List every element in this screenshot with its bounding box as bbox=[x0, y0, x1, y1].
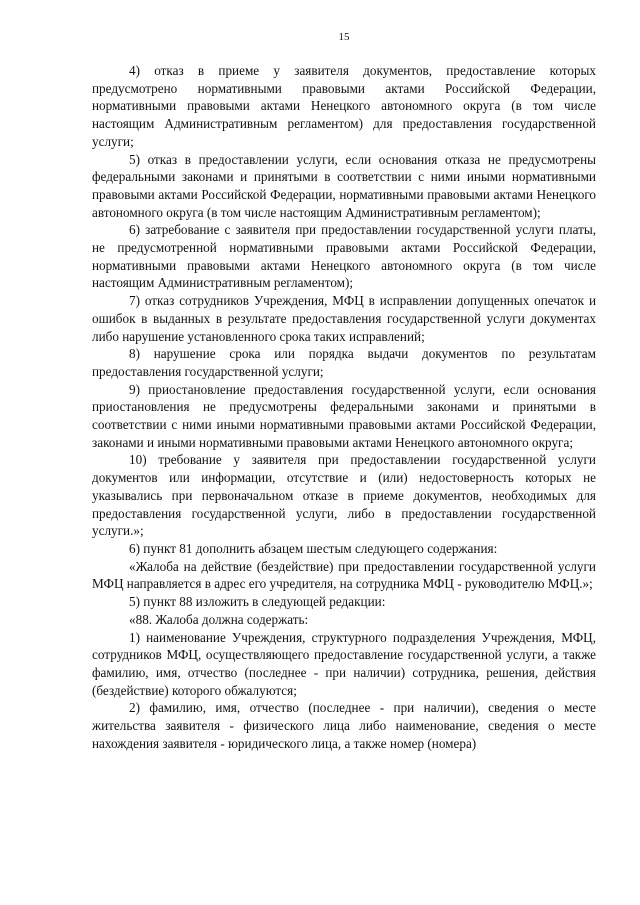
paragraph-complaint-item-1: 1) наименование Учреждения, структурного подразделения Учреждения, МФЦ, сотрудников МФЦ, осуществляющего предоставление государственной услуги, а также фамилию, имя, отчество (последнее - при наличии) сотрудника, решения, действия (бездействие) которого обжалуются; bbox=[92, 629, 596, 698]
paragraph-item-10-document-demand: 10) требование у заявителя при предоставлении государственной услуги документов или информации, отсутствие и (или) недостоверность которых не указывались при первоначальном отказе в приеме документов, необходимых для предоставления государственной услуги, либо в предоставлении государственной услуги.»; bbox=[92, 452, 596, 539]
paragraph-item-6-fee-demand: 6) затребование с заявителя при предоставлении государственной услуги платы, не предусмотренной нормативными правовыми актами Российской Федерации, нормативными правовыми актами Ненецкого автономного округа (в том числе настоящим Административным регламентом); bbox=[92, 222, 596, 291]
document-page bbox=[92, 30, 596, 752]
paragraph-amendment-81: 6) пункт 81 дополнить абзацем шестым следующего содержания: bbox=[129, 540, 498, 556]
paragraph-item-9-suspension: 9) приостановление предоставления государственной услуги, если основания приостановления не предусмотрены федеральными законами и принятыми в соответствии с ними иными нормативными правовыми актами Российской Федерации, законами и иными нормативными правовыми актами Ненецкого автономного округа; bbox=[92, 381, 596, 450]
paragraph-item-4-refusal-accept-docs: 4) отказ в приеме у заявителя документов, предоставление которых предусмотрено нормативными правовыми актами Российской Федерации, нормативными правовыми актами Ненецкого автономного округа (в том числе настоящим Административным регламентом) для предоставления государственной услуги; bbox=[92, 63, 596, 149]
page-number: 15 bbox=[338, 31, 350, 43]
paragraph-amendment-88: 5) пункт 88 изложить в следующей редакции: bbox=[129, 594, 386, 610]
paragraph-clause-88-heading: «88. Жалоба должна содержать: bbox=[129, 611, 309, 627]
paragraph-item-8-deadline-violation: 8) нарушение срока или порядка выдачи документов по результатам предоставления государственной услуги; bbox=[92, 346, 596, 379]
paragraph-complaint-item-2: 2) фамилию, имя, отчество (последнее - при наличии), сведения о месте жительства заявителя - физического лица либо наименование, сведения о месте нахождения заявителя - юридического лица, а также номер (номера) bbox=[92, 700, 596, 751]
paragraph-complaint-mfc: «Жалоба на действие (бездействие) при предоставлении государственной услуги МФЦ направляется в адрес его учредителя, на сотрудника МФЦ - руководителю МФЦ.»; bbox=[92, 558, 596, 592]
paragraph-item-7-correction-refusal: 7) отказ сотрудников Учреждения, МФЦ в исправлении допущенных опечаток и ошибок в выданных в результате предоставления государственной услуги документах либо нарушение установленного срока таких исправлений; bbox=[92, 293, 596, 344]
paragraph-item-5-refusal-service: 5) отказ в предоставлении услуги, если основания отказа не предусмотрены федеральными законами и принятыми в соответствии с ними иными нормативными правовыми актами Российской Федерации, нормативными правовыми актами Ненецкого автономного округа (в том числе настоящим Административным регламентом); bbox=[92, 151, 596, 220]
